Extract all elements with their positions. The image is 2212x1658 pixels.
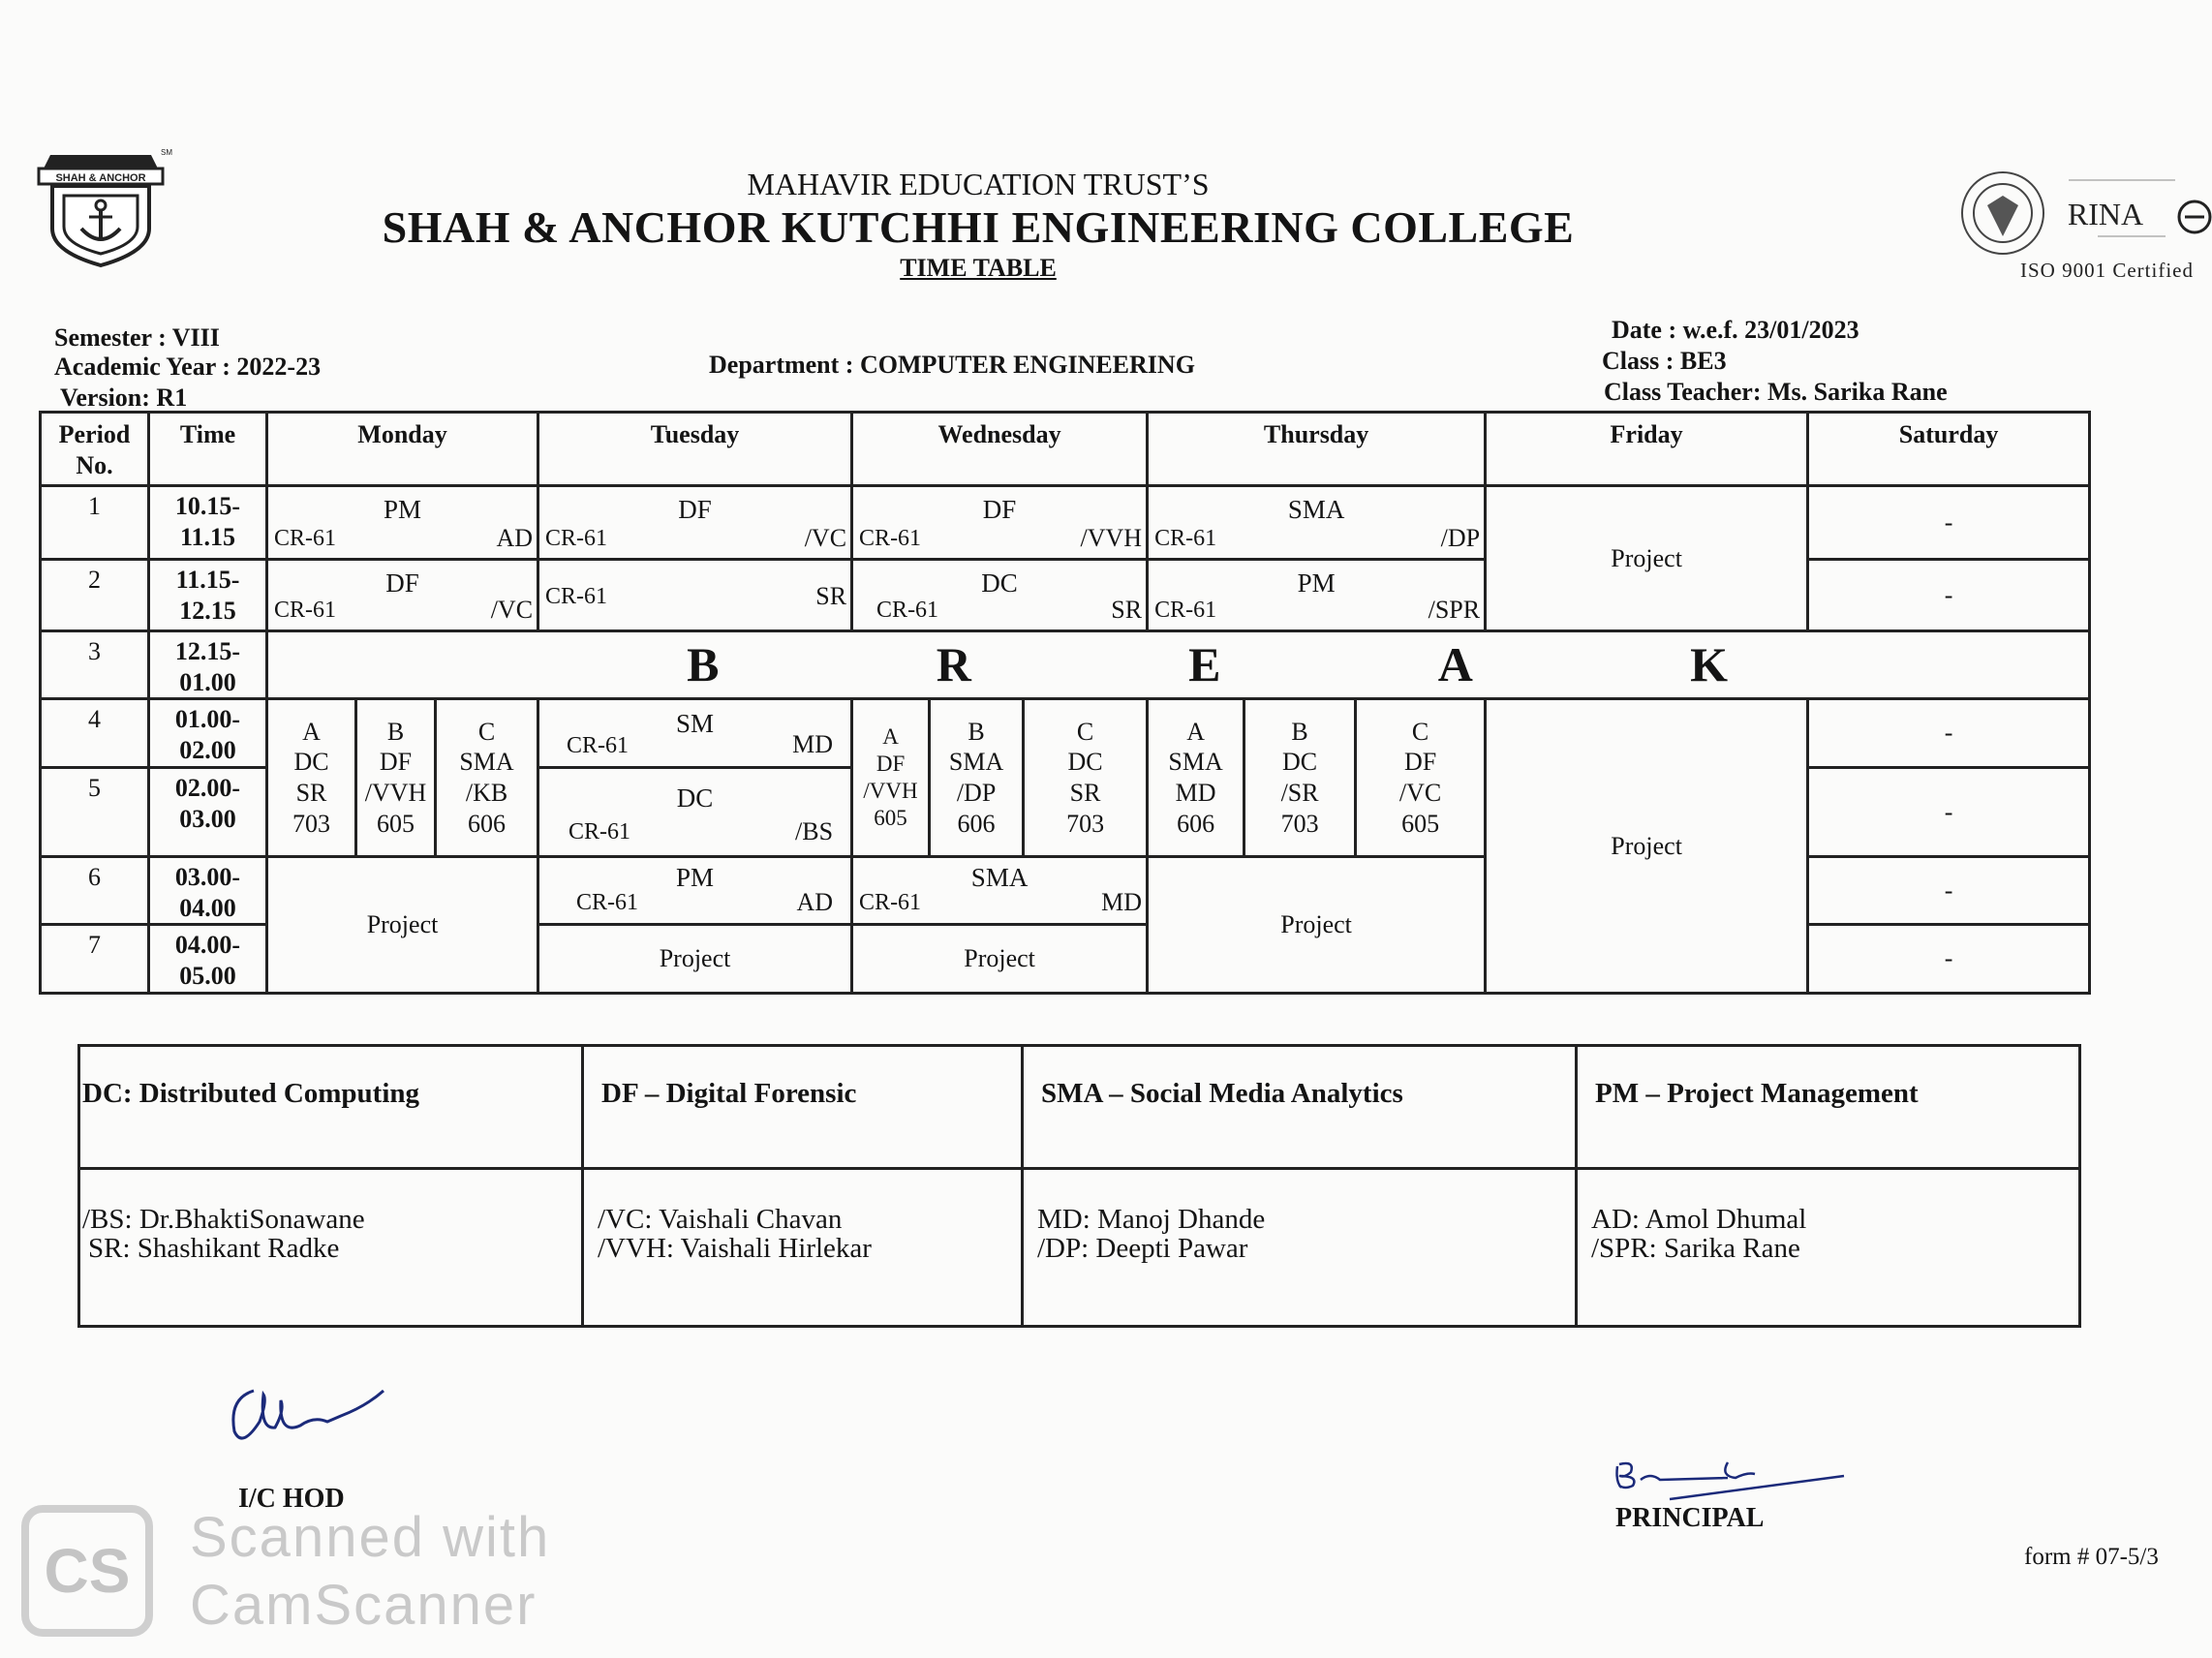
- legend-subject: PM – Project Management: [1577, 1046, 2080, 1169]
- lab-room: 605: [874, 806, 907, 831]
- form-number: form # 07-5/3: [2024, 1544, 2159, 1570]
- slot-cell: [538, 560, 852, 631]
- slot-subject: DC: [676, 783, 714, 814]
- friday-project-pm: Project: [1486, 699, 1808, 993]
- slot-faculty: MD: [792, 730, 834, 759]
- trust-name: MAHAVIR EDUCATION TRUST’S: [747, 167, 1210, 201]
- hod-label: I/C HOD: [238, 1484, 345, 1514]
- legend-faculty-row: [79, 1169, 2080, 1327]
- lab-batch-cell: [356, 699, 436, 856]
- legend-subject: DC: Distributed Computing: [79, 1046, 583, 1169]
- watermark-line-1: Scanned with: [190, 1506, 551, 1569]
- lab-batch: A: [302, 717, 321, 746]
- legend-subject-row: [79, 1046, 2080, 1169]
- legend-faculty: /VC: Vaishali Chavan: [598, 1204, 843, 1235]
- slot-subject: PM: [676, 862, 715, 892]
- slot-room: CR-61: [1154, 598, 1217, 624]
- lab-faculty: /KB: [465, 779, 508, 808]
- slot-room: CR-61: [567, 732, 630, 758]
- slot-cell: [852, 856, 1148, 924]
- lab-faculty: SR: [295, 779, 327, 808]
- lab-batch-cell: [436, 699, 538, 856]
- slot-faculty: /VC: [490, 595, 534, 624]
- lab-subject: DF: [379, 748, 413, 777]
- svg-text:SHAH & ANCHOR: SHAH & ANCHOR: [55, 172, 146, 184]
- break-letter: R: [936, 637, 971, 692]
- lab-batch: B: [1291, 717, 1308, 746]
- slot-room: CR-61: [568, 819, 631, 845]
- slot-faculty: /VVH: [1080, 523, 1143, 552]
- lab-batch-cell: [267, 699, 356, 856]
- thursday-project: Project: [1148, 856, 1486, 993]
- lab-room: 605: [377, 809, 415, 838]
- slot-cell: [538, 856, 852, 924]
- lab-subject: SMA: [1168, 748, 1223, 777]
- slot-faculty: AD: [796, 887, 834, 916]
- principal-signature: [1612, 1443, 1854, 1511]
- lab-subject: SMA: [948, 748, 1004, 777]
- lab-subject: DC: [293, 748, 329, 777]
- monday-project: Project: [267, 856, 538, 993]
- period-time: 12.15- 01.00: [149, 631, 267, 699]
- legend-faculty: /DP: Deepti Pawar: [1037, 1233, 1248, 1265]
- svg-text:ISO 9001 Certified: ISO 9001 Certified: [2020, 259, 2194, 282]
- iso-certification-logo: [1952, 167, 2212, 287]
- slot-subject: SM: [676, 709, 715, 739]
- legend-faculty: /BS: Dr.BhaktiSonawane: [82, 1204, 365, 1235]
- period-no: 2: [41, 560, 149, 631]
- lab-batch: C: [477, 717, 496, 746]
- legend-faculty-cell: [1577, 1169, 2080, 1327]
- wednesday-project: Project: [852, 925, 1148, 993]
- lab-batch-cell: [1356, 699, 1486, 856]
- slot-cell: [267, 560, 538, 631]
- legend-faculty: /SPR: Sarika Rane: [1591, 1233, 1800, 1265]
- lab-room: 703: [292, 809, 330, 838]
- slot-cell: [538, 699, 852, 767]
- slot-subject: DC: [981, 568, 1018, 598]
- class-label: Class : BE3: [1602, 347, 1727, 375]
- slot-cell: [852, 486, 1148, 560]
- slot-subject: PM: [1297, 568, 1336, 598]
- slot-room: CR-61: [1154, 526, 1217, 552]
- slot-faculty: /SPR: [1428, 595, 1481, 624]
- lab-batch: C: [1411, 717, 1429, 746]
- slot-subject: SMA: [1287, 494, 1345, 524]
- slot-subject: DF: [385, 568, 419, 598]
- saturday-slot: -: [1808, 560, 2090, 631]
- slot-room: CR-61: [274, 526, 337, 552]
- svg-text:SM: SM: [161, 148, 172, 157]
- slot-subject: DF: [982, 494, 1017, 524]
- header-saturday: Saturday: [1808, 413, 2090, 486]
- semester-label: Semester : VIII: [54, 323, 220, 352]
- header-thursday: Thursday: [1148, 413, 1486, 486]
- table-row: [41, 631, 2090, 699]
- legend-faculty: MD: Manoj Dhande: [1037, 1204, 1266, 1235]
- header-friday: Friday: [1486, 413, 1808, 486]
- hod-signature: [221, 1371, 395, 1458]
- lab-faculty: /DP: [956, 779, 997, 808]
- college-name: SHAH & ANCHOR KUTCHHI ENGINEERING COLLEGE: [382, 202, 1575, 252]
- legend-faculty: AD: Amol Dhumal: [1591, 1204, 1807, 1235]
- lab-batch: A: [882, 724, 899, 750]
- legend-faculty-cell: [583, 1169, 1023, 1327]
- slot-faculty: SR: [1111, 595, 1143, 624]
- camscanner-logo-icon: CS: [21, 1505, 153, 1637]
- slot-room: CR-61: [859, 526, 922, 552]
- legend-faculty: SR: Shashikant Radke: [88, 1233, 340, 1265]
- saturday-slot: -: [1808, 767, 2090, 856]
- lab-batch-cell: [1148, 699, 1244, 856]
- period-time: 02.00- 03.00: [149, 767, 267, 856]
- department-label: Department : COMPUTER ENGINEERING: [709, 351, 1195, 379]
- lab-batch-cell: [1024, 699, 1148, 856]
- lab-faculty: /VVH: [364, 779, 427, 808]
- legend-subject: SMA – Social Media Analytics: [1023, 1046, 1577, 1169]
- lab-batch-cell: [1244, 699, 1356, 856]
- lab-room: 606: [1177, 809, 1215, 838]
- legend-faculty-cell: [1023, 1169, 1577, 1327]
- subject-legend: [77, 1044, 2081, 1328]
- period-no: 7: [41, 925, 149, 993]
- slot-subject: DF: [678, 494, 712, 524]
- slot-room: CR-61: [876, 598, 939, 624]
- table-row: [41, 486, 2090, 560]
- timetable: [39, 411, 2091, 995]
- slot-room: CR-61: [545, 526, 608, 552]
- watermark-line-2: CamScanner: [190, 1574, 538, 1637]
- slot-faculty: MD: [1101, 887, 1143, 916]
- header-period: Period No.: [41, 413, 149, 486]
- header-wednesday: Wednesday: [852, 413, 1148, 486]
- tuesday-project: Project: [538, 925, 852, 993]
- camscanner-watermark: [17, 1501, 599, 1646]
- slot-room: CR-61: [545, 584, 608, 610]
- break-letter: B: [687, 637, 720, 692]
- slot-cell: [267, 486, 538, 560]
- slot-faculty: AD: [496, 523, 534, 552]
- lab-faculty: /VVH: [863, 779, 918, 804]
- svg-text:RINA: RINA: [2067, 197, 2144, 231]
- lab-subject: DC: [1282, 748, 1318, 777]
- slot-room: CR-61: [859, 890, 922, 916]
- slot-room: CR-61: [274, 598, 337, 624]
- lab-room: 703: [1066, 809, 1105, 838]
- period-time: 01.00- 02.00: [149, 699, 267, 767]
- period-no: 5: [41, 767, 149, 856]
- slot-cell: [1148, 560, 1486, 631]
- header-time: Time: [149, 413, 267, 486]
- lab-faculty: /VC: [1398, 779, 1442, 808]
- header-tuesday: Tuesday: [538, 413, 852, 486]
- slot-subject: PM: [384, 494, 422, 524]
- lab-subject: SMA: [459, 748, 514, 777]
- period-no: 4: [41, 699, 149, 767]
- friday-project-am: Project: [1486, 486, 1808, 631]
- legend-subject: DF – Digital Forensic: [583, 1046, 1023, 1169]
- slot-cell: [852, 560, 1148, 631]
- slot-faculty: /DP: [1440, 523, 1481, 552]
- slot-cell: [538, 767, 852, 856]
- period-no: 1: [41, 486, 149, 560]
- lab-room: 606: [468, 809, 507, 838]
- legend-faculty-cell: [79, 1169, 583, 1327]
- lab-batch: B: [386, 717, 405, 746]
- period-no: 6: [41, 856, 149, 924]
- lab-subject: DC: [1067, 748, 1103, 777]
- slot-faculty: /BS: [795, 816, 834, 845]
- period-time: 10.15- 11.15: [149, 486, 267, 560]
- break-banner: [267, 631, 2090, 699]
- class-teacher-label: Class Teacher: Ms. Sarika Rane: [1604, 378, 1948, 406]
- lab-subject: DF: [1403, 748, 1437, 777]
- saturday-slot: -: [1808, 925, 2090, 993]
- lab-faculty: /SR: [1280, 779, 1319, 808]
- lab-faculty: MD: [1175, 779, 1216, 808]
- period-time: 03.00- 04.00: [149, 856, 267, 924]
- table-header-row: [41, 413, 2090, 486]
- lab-subject: DF: [876, 752, 906, 777]
- lab-faculty: SR: [1069, 779, 1101, 808]
- lab-batch: C: [1076, 717, 1094, 746]
- slot-faculty: /VC: [804, 523, 847, 552]
- date-label: Date : w.e.f. 23/01/2023: [1612, 316, 1859, 344]
- saturday-slot: -: [1808, 856, 2090, 924]
- saturday-slot: -: [1808, 699, 2090, 767]
- break-letter: K: [1690, 637, 1728, 692]
- document-title: TIME TABLE: [900, 254, 1057, 282]
- lab-room: 605: [1401, 809, 1440, 838]
- break-letter: E: [1188, 637, 1221, 692]
- legend-faculty: /VVH: Vaishali Hirlekar: [598, 1233, 872, 1265]
- slot-subject: SMA: [970, 862, 1029, 892]
- table-row: [41, 699, 2090, 767]
- period-no: 3: [41, 631, 149, 699]
- version-label: Version: R1: [60, 384, 188, 412]
- period-time: 11.15- 12.15: [149, 560, 267, 631]
- lab-batch-cell: [930, 699, 1024, 856]
- slot-cell: [1148, 486, 1486, 560]
- slot-faculty: SR: [815, 581, 847, 610]
- lab-batch-cell: [852, 699, 930, 856]
- period-time: 04.00- 05.00: [149, 925, 267, 993]
- slot-room: CR-61: [576, 890, 639, 916]
- principal-label: PRINCIPAL: [1615, 1503, 1765, 1533]
- lab-room: 703: [1280, 809, 1319, 838]
- lab-room: 606: [957, 809, 996, 838]
- lab-batch: A: [1186, 717, 1205, 746]
- break-letter: A: [1437, 637, 1473, 692]
- header-monday: Monday: [267, 413, 538, 486]
- lab-batch: B: [968, 717, 985, 746]
- slot-cell: [538, 486, 852, 560]
- saturday-slot: -: [1808, 486, 2090, 560]
- academic-year-label: Academic Year : 2022-23: [54, 353, 322, 381]
